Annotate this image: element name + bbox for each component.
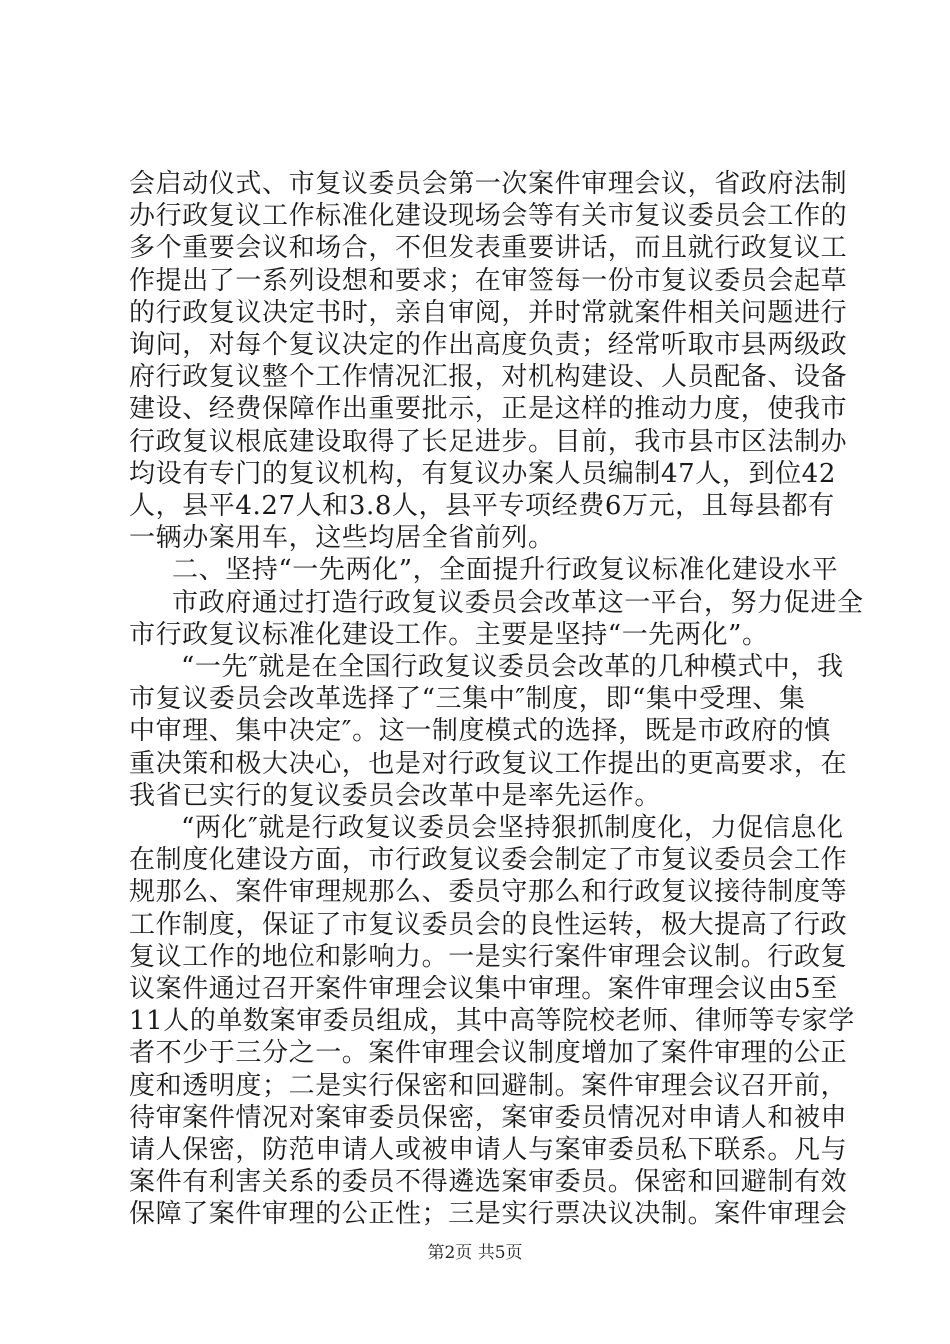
text-line: 规那么、案件审理规那么、委员守那么和行政复议接待制度等 (129, 877, 848, 907)
text-line: 均设有专门的复议机构，有复议办案人员编制47人，到位42 (129, 459, 836, 489)
text-line: 市政府通过打造行政复议委员会改革这一平台，努力促进全 (172, 588, 864, 618)
text-line: “两化″就是行政复议委员会坚持狠抓制度化，力促信息化 (181, 813, 844, 843)
text-line: 复议工作的地位和影响力。一是实行案件审理会议制。行政复 (129, 942, 848, 972)
text-line: 会启动仪式、市复议委员会第一次案件审理会议，省政府法制 (129, 169, 848, 199)
text-line: 议案件通过召开案件审理会议集中审理。案件审理会议由5至 (129, 974, 838, 1004)
text-line: 询问，对每个复议决定的作出高度负责；经常听取市县两级政 (129, 330, 848, 360)
section-heading: 二、坚持“一先两化”，全面提升行政复议标准化建设水平 (172, 555, 839, 585)
text-line: 的行政复议决定书时，亲自审阅，并时常就案件相关问题进行 (129, 298, 848, 328)
text-line: 度和透明度；二是实行保密和回避制。案件审理会议召开前， (129, 1071, 848, 1101)
text-line: 11人的单数案审委员组成，其中高等院校老师、律师等专家学 (129, 1006, 855, 1036)
text-line: 中审理、集中决定″。这一制度模式的选择，既是市政府的慎 (129, 716, 831, 746)
text-line: 人，县平4.27人和3.8人，县平专项经费6万元，且每县都有 (129, 491, 835, 521)
text-line: 我省已实行的复议委员会改革中是率先运作。 (129, 781, 662, 811)
text-line: 建设、经费保障作出重要批示，正是这样的推动力度，使我市 (129, 394, 848, 424)
text-line: 保障了案件审理的公正性；三是实行票决议决制。案件审理会 (129, 1199, 848, 1229)
text-line: 作提出了一系列设想和要求；在审签每一份市复议委员会起草 (129, 266, 848, 296)
text-line: 工作制度，保证了市复议委员会的良性运转，极大提高了行政 (129, 910, 848, 940)
text-line: 办行政复议工作标准化建设现场会等有关市复议委员会工作的 (129, 201, 848, 231)
text-line: 案件有利害关系的委员不得遴选案审委员。保密和回避制有效 (129, 1167, 848, 1197)
text-line: 市行政复议标准化建设工作。主要是坚持“一先两化”。 (129, 620, 769, 650)
text-line: 待审案件情况对案审委员保密，案审委员情况对申请人和被申 (129, 1103, 848, 1133)
page-footer: 第2页 共5页 (427, 1243, 523, 1263)
text-line: 请人保密，防范申请人或被申请人与案审委员私下联系。凡与 (129, 1135, 848, 1165)
text-line: “一先″就是在全国行政复议委员会改革的几种模式中，我 (181, 652, 844, 682)
text-line: 市复议委员会改革选择了“三集中″制度，即“集中受理、集 (129, 684, 806, 714)
text-line: 重决策和极大决心，也是对行政复议工作提出的更高要求，在 (129, 749, 848, 779)
text-line: 行政复议根底建设取得了长足进步。目前，我市县市区法制办 (129, 427, 848, 457)
text-line: 一辆办案用车，这些均居全省前列。 (129, 523, 555, 553)
text-line: 府行政复议整个工作情况汇报，对机构建设、人员配备、设备 (129, 362, 848, 392)
text-line: 者不少于三分之一。案件审理会议制度增加了案件审理的公正 (129, 1038, 848, 1068)
text-line: 多个重要会议和场合，不但发表重要讲话，而且就行政复议工 (129, 233, 848, 263)
text-line: 在制度化建设方面，市行政复议委会制定了市复议委员会工作 (129, 845, 848, 875)
